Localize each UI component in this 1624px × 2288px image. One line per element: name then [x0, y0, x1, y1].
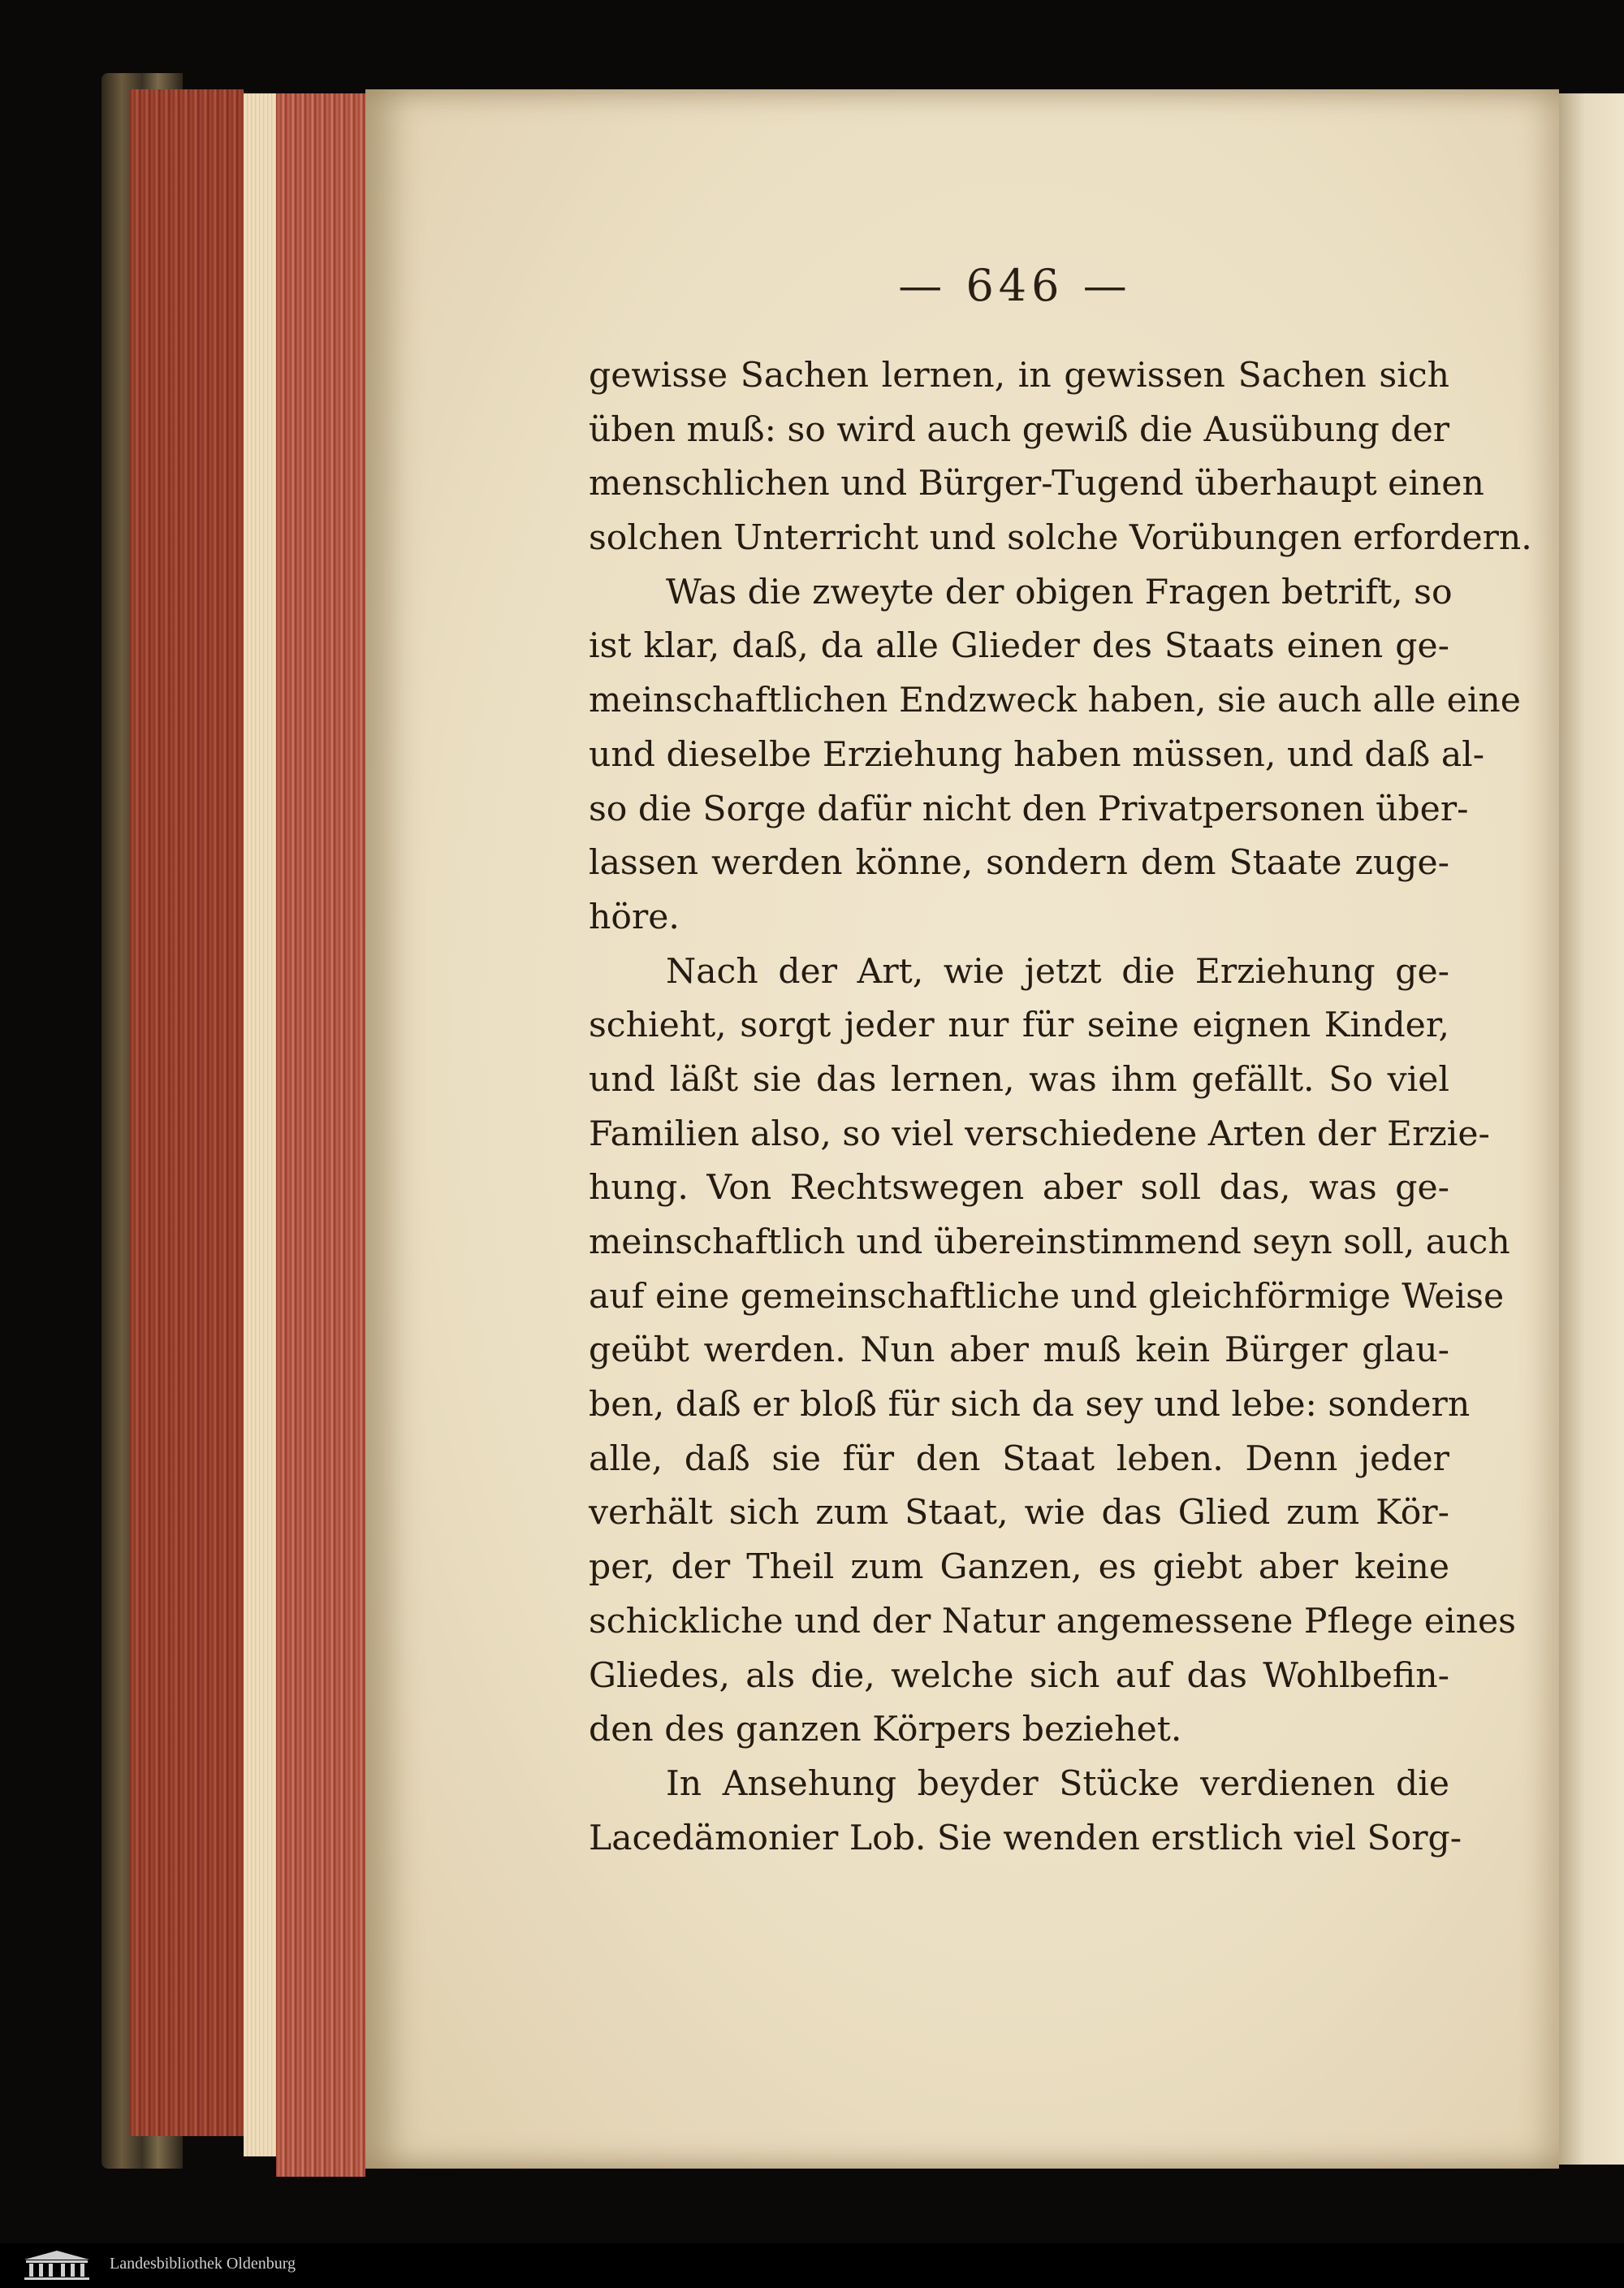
page-body-text: [589, 349, 1532, 1866]
text-line: per, der Theil zum Ganzen, es giebt aber keine: [589, 1547, 1449, 1588]
text-line: den des ganzen Körpers beziehet.: [589, 1710, 1182, 1750]
library-name: Landesbibliothek Oldenburg: [110, 2255, 296, 2273]
text-line: hung. Von Rechtswegen aber soll das, was ge-: [589, 1168, 1449, 1209]
text-line: meinschaftlich und übereinstimmend seyn soll, auch: [589, 1222, 1510, 1262]
text-line: Gliedes, als die, welche sich auf das Wohlbefin-: [589, 1655, 1449, 1696]
page-edges-inner: [276, 93, 365, 2177]
text-line: üben muß: so wird auch gewiß die Ausübung der: [589, 409, 1450, 450]
text-line: schieht, sorgt jeder nur für seine eignen Kinder,: [589, 1006, 1449, 1046]
page-number-dash-right: —: [1082, 260, 1132, 311]
text-line: Was die zweyte der obigen Fragen betrift, so: [666, 572, 1453, 612]
text-line: lassen werden könne, sondern dem Staate zuge-: [589, 843, 1449, 884]
text-line: ben, daß er bloß für sich da sey und lebe: sondern: [589, 1385, 1471, 1425]
text-line: Lacedämonier Lob. Sie wenden erstlich viel Sorg-: [589, 1818, 1462, 1858]
text-line: und dieselbe Erziehung haben müssen, und daß al-: [589, 734, 1485, 775]
text-line: verhält sich zum Staat, wie das Glied zum Kör-: [589, 1493, 1449, 1533]
text-line: ist klar, daß, da alle Glieder des Staats einen ge-: [589, 626, 1449, 667]
text-line: meinschaftlichen Endzweck haben, sie auch alle eine: [589, 681, 1521, 721]
text-line: Nach der Art, wie jetzt die Erziehung ge-: [666, 951, 1449, 992]
text-line: gewisse Sachen lernen, in gewissen Sachen sich: [589, 356, 1449, 396]
text-line: auf eine gemeinschaftliche und gleichförmige Weise: [589, 1276, 1505, 1317]
page-number: [885, 260, 1145, 311]
library-building-icon: [16, 2248, 97, 2282]
footer-bar: [0, 2243, 1624, 2288]
text-line: menschlichen und Bürger-Tugend überhaupt einen: [589, 464, 1484, 504]
facing-page-edge: [1559, 93, 1624, 2165]
text-line: so die Sorge dafür nicht den Privatpersonen über-: [589, 789, 1469, 829]
text-line: geübt werden. Nun aber muß kein Bürger glau-: [589, 1330, 1449, 1371]
page-edges-left: [130, 89, 244, 2136]
text-line: höre.: [589, 897, 680, 937]
text-line: Familien also, so viel verschiedene Arten der Erzie-: [589, 1114, 1490, 1154]
text-line: solchen Unterricht und solche Vorübungen erfordern.: [589, 518, 1532, 559]
text-line: In Ansehung beyder Stücke verdienen die: [666, 1763, 1449, 1804]
text-line: alle, daß sie für den Staat leben. Denn jeder: [589, 1438, 1449, 1479]
text-line: und läßt sie das lernen, was ihm gefällt. So viel: [589, 1059, 1449, 1100]
page-number-value: 646: [965, 260, 1065, 311]
page-number-dash-left: —: [898, 260, 948, 311]
text-line: schickliche und der Natur angemessene Pflege eines: [589, 1601, 1516, 1641]
